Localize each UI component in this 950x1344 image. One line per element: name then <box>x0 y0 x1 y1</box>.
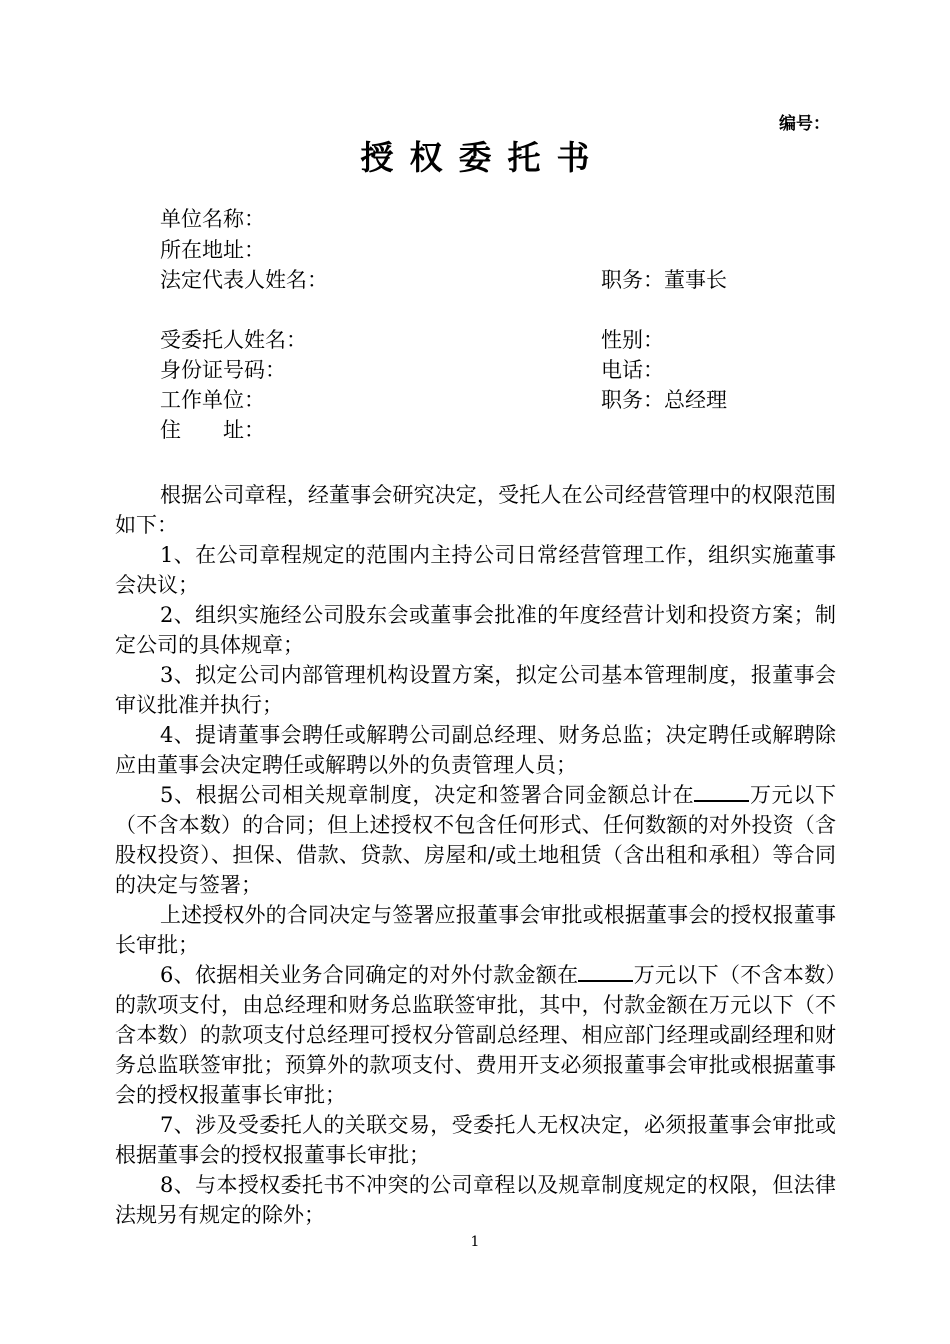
body-item-6 <box>115 960 836 1110</box>
body-item-6-part-b: 万元以下（不含本数）的款项支付，由总经理和财务总监联签审批，其中，付款金额在万元以下（不含本数）的款项支付总经理可授权分管副总经理、相应部门经理或副经理和财务总监联签审批；预算外的款项支付、费用开支必须报董事会审批或根据董事会的授权报董事长审批； <box>115 963 836 1107</box>
field-agent-name: 受委托人姓名： <box>160 328 307 352</box>
body-item-6-part-a: 6、依据相关业务合同确定的对外付款金额在 <box>160 963 579 987</box>
body-item-4: 4、提请董事会聘任或解聘公司副总经理、财务总监；决定聘任或解聘除应由董事会决定聘任或解聘以外的负责管理人员； <box>115 723 836 777</box>
body-item-5-part-b: 万元以下（不含本数）的合同；但上述授权不包含任何形式、任何数额的对外投资（含股权投资）、担保、借款、贷款、房屋和/或土地租赁（含出租和承租）等合同的决定与签署； <box>115 783 837 897</box>
field-agent-id: 身份证号码： <box>160 358 286 382</box>
field-agent-employer: 工作单位： <box>160 388 265 412</box>
body-item-5-note: 上述授权外的合同决定与签署应报董事会审批或根据董事会的授权报董事长审批； <box>115 903 836 957</box>
field-agent-gender: 性别： <box>601 328 664 352</box>
body-item-7: 7、涉及受委托人的关联交易，受委托人无权决定，必须报董事会审批或根据董事会的授权报董事长审批； <box>115 1113 836 1167</box>
body-item-5 <box>115 780 836 900</box>
body-item-8: 8、与本授权委托书不冲突的公司章程以及规章制度规定的权限，但法律法规另有规定的除外； <box>115 1173 836 1227</box>
field-legal-rep-position: 职务：董事长 <box>601 268 727 292</box>
field-address: 所在地址： <box>160 238 265 262</box>
field-agent-residence: 住 址： <box>160 418 265 442</box>
body-item-1: 1、在公司章程规定的范围内主持公司日常经营管理工作，组织实施董事会决议； <box>115 543 836 597</box>
document-number-label: 编号： <box>779 114 830 134</box>
document-title: 授权委托书 <box>360 138 606 177</box>
page-number: 1 <box>470 1234 480 1250</box>
field-unit-name: 单位名称： <box>160 207 265 231</box>
amount-blank-1 <box>694 780 749 802</box>
body-item-3: 3、拟定公司内部管理机构设置方案，拟定公司基本管理制度，报董事会审议批准并执行； <box>115 663 836 717</box>
field-agent-phone: 电话： <box>601 358 664 382</box>
field-legal-rep-name: 法定代表人姓名： <box>160 268 328 292</box>
body-intro: 根据公司章程，经董事会研究决定，受托人在公司经营管理中的权限范围如下： <box>115 483 836 537</box>
amount-blank-2 <box>578 960 633 982</box>
field-agent-position: 职务：总经理 <box>601 388 727 412</box>
body-item-2: 2、组织实施经公司股东会或董事会批准的年度经营计划和投资方案；制定公司的具体规章； <box>115 603 836 657</box>
body-item-5-part-a: 5、根据公司相关规章制度，决定和签署合同金额总计在 <box>160 783 695 807</box>
